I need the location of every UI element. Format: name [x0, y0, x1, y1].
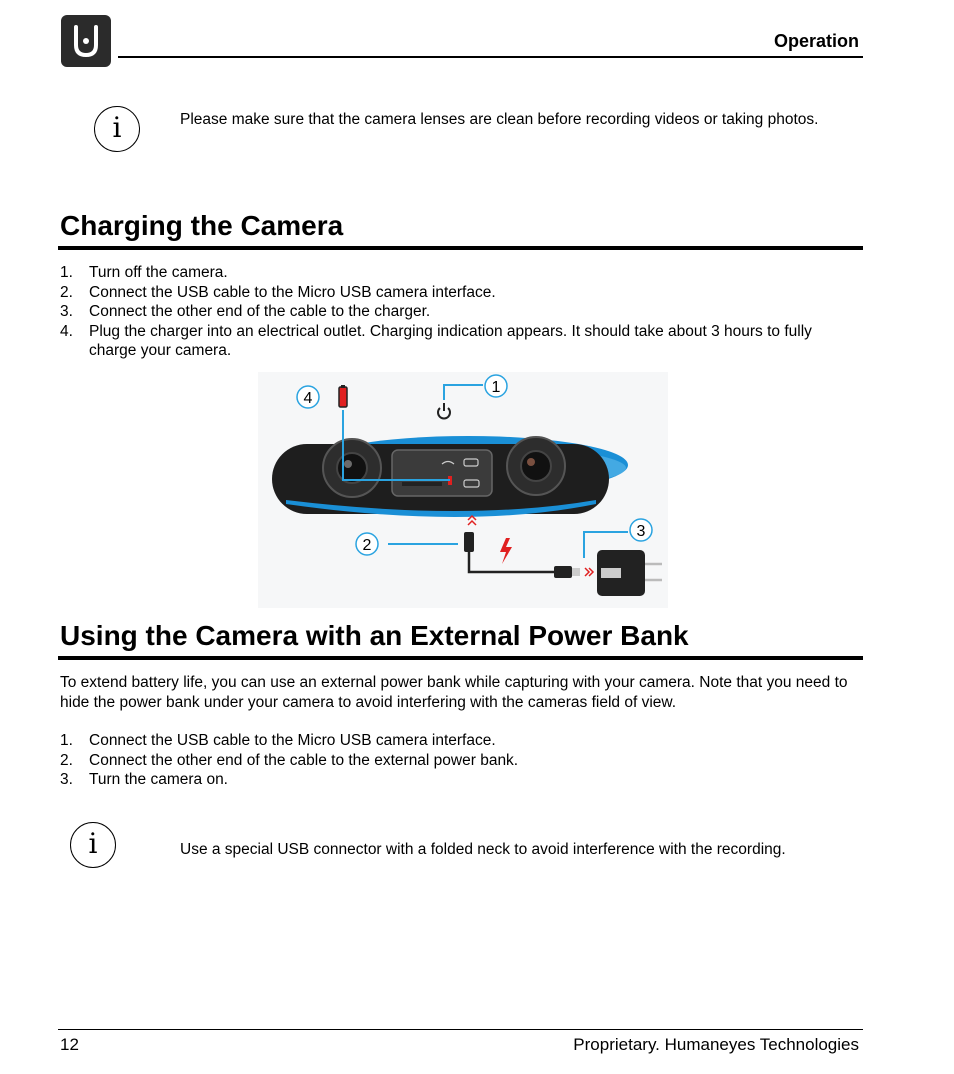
callout-3: 3	[636, 523, 646, 540]
section-title-charging: Charging the Camera	[60, 210, 344, 241]
section-title-power-bank: Using the Camera with an External Power Bank	[60, 620, 689, 651]
list-item: 1. Turn off the camera.	[60, 264, 228, 281]
left-lens	[323, 439, 381, 497]
info-icon: i	[94, 106, 140, 152]
list-item: 2. Connect the USB cable to the Micro USB camera interface.	[60, 283, 496, 301]
control-panel	[392, 450, 492, 496]
power-bank-intro: To extend battery life, you can use an external power bank while capturing with your camera. Note that you need to hide the power bank under your camera to avoid interfering with the cameras field of view.	[60, 674, 848, 711]
logo-mark-icon	[61, 15, 111, 67]
humaneyes-logo	[61, 15, 111, 67]
micro-usb-plug	[464, 532, 474, 552]
section-rule	[58, 656, 863, 660]
camera-charging-illustration	[258, 372, 668, 608]
page-number: 12	[60, 1035, 79, 1054]
charging-steps	[60, 263, 850, 361]
note-usb-connector: Use a special USB connector with a folded neck to avoid interference with the recording.	[180, 841, 786, 858]
footer-company: Proprietary. Humaneyes Technologies	[573, 1035, 859, 1054]
list-item: 1. Connect the USB cable to the Micro USB camera interface.	[60, 732, 496, 749]
list-item: 3. Turn the camera on.	[60, 771, 228, 788]
header-rule	[118, 56, 863, 58]
callout-4: 4	[303, 390, 313, 407]
footer-rule	[58, 1029, 863, 1030]
callout-2: 2	[362, 537, 372, 554]
right-lens	[507, 437, 565, 495]
note-clean-lenses: Please make sure that the camera lenses are clean before recording videos or taking photos.	[180, 111, 819, 128]
header-section-title: Operation	[773, 31, 859, 51]
battery-icon	[339, 387, 347, 407]
info-icon: i	[70, 822, 116, 868]
power-bank-steps	[60, 731, 850, 790]
list-item: 4. Plug the charger into an electrical outlet. Charging indication appears. It should take about 3 hours to fully charge your camera.	[60, 322, 812, 359]
section-rule	[58, 246, 863, 250]
callout-1: 1	[491, 379, 501, 396]
list-item: 3. Connect the other end of the cable to the charger.	[60, 303, 431, 320]
list-item: 2. Connect the other end of the cable to the external power bank.	[60, 751, 519, 769]
